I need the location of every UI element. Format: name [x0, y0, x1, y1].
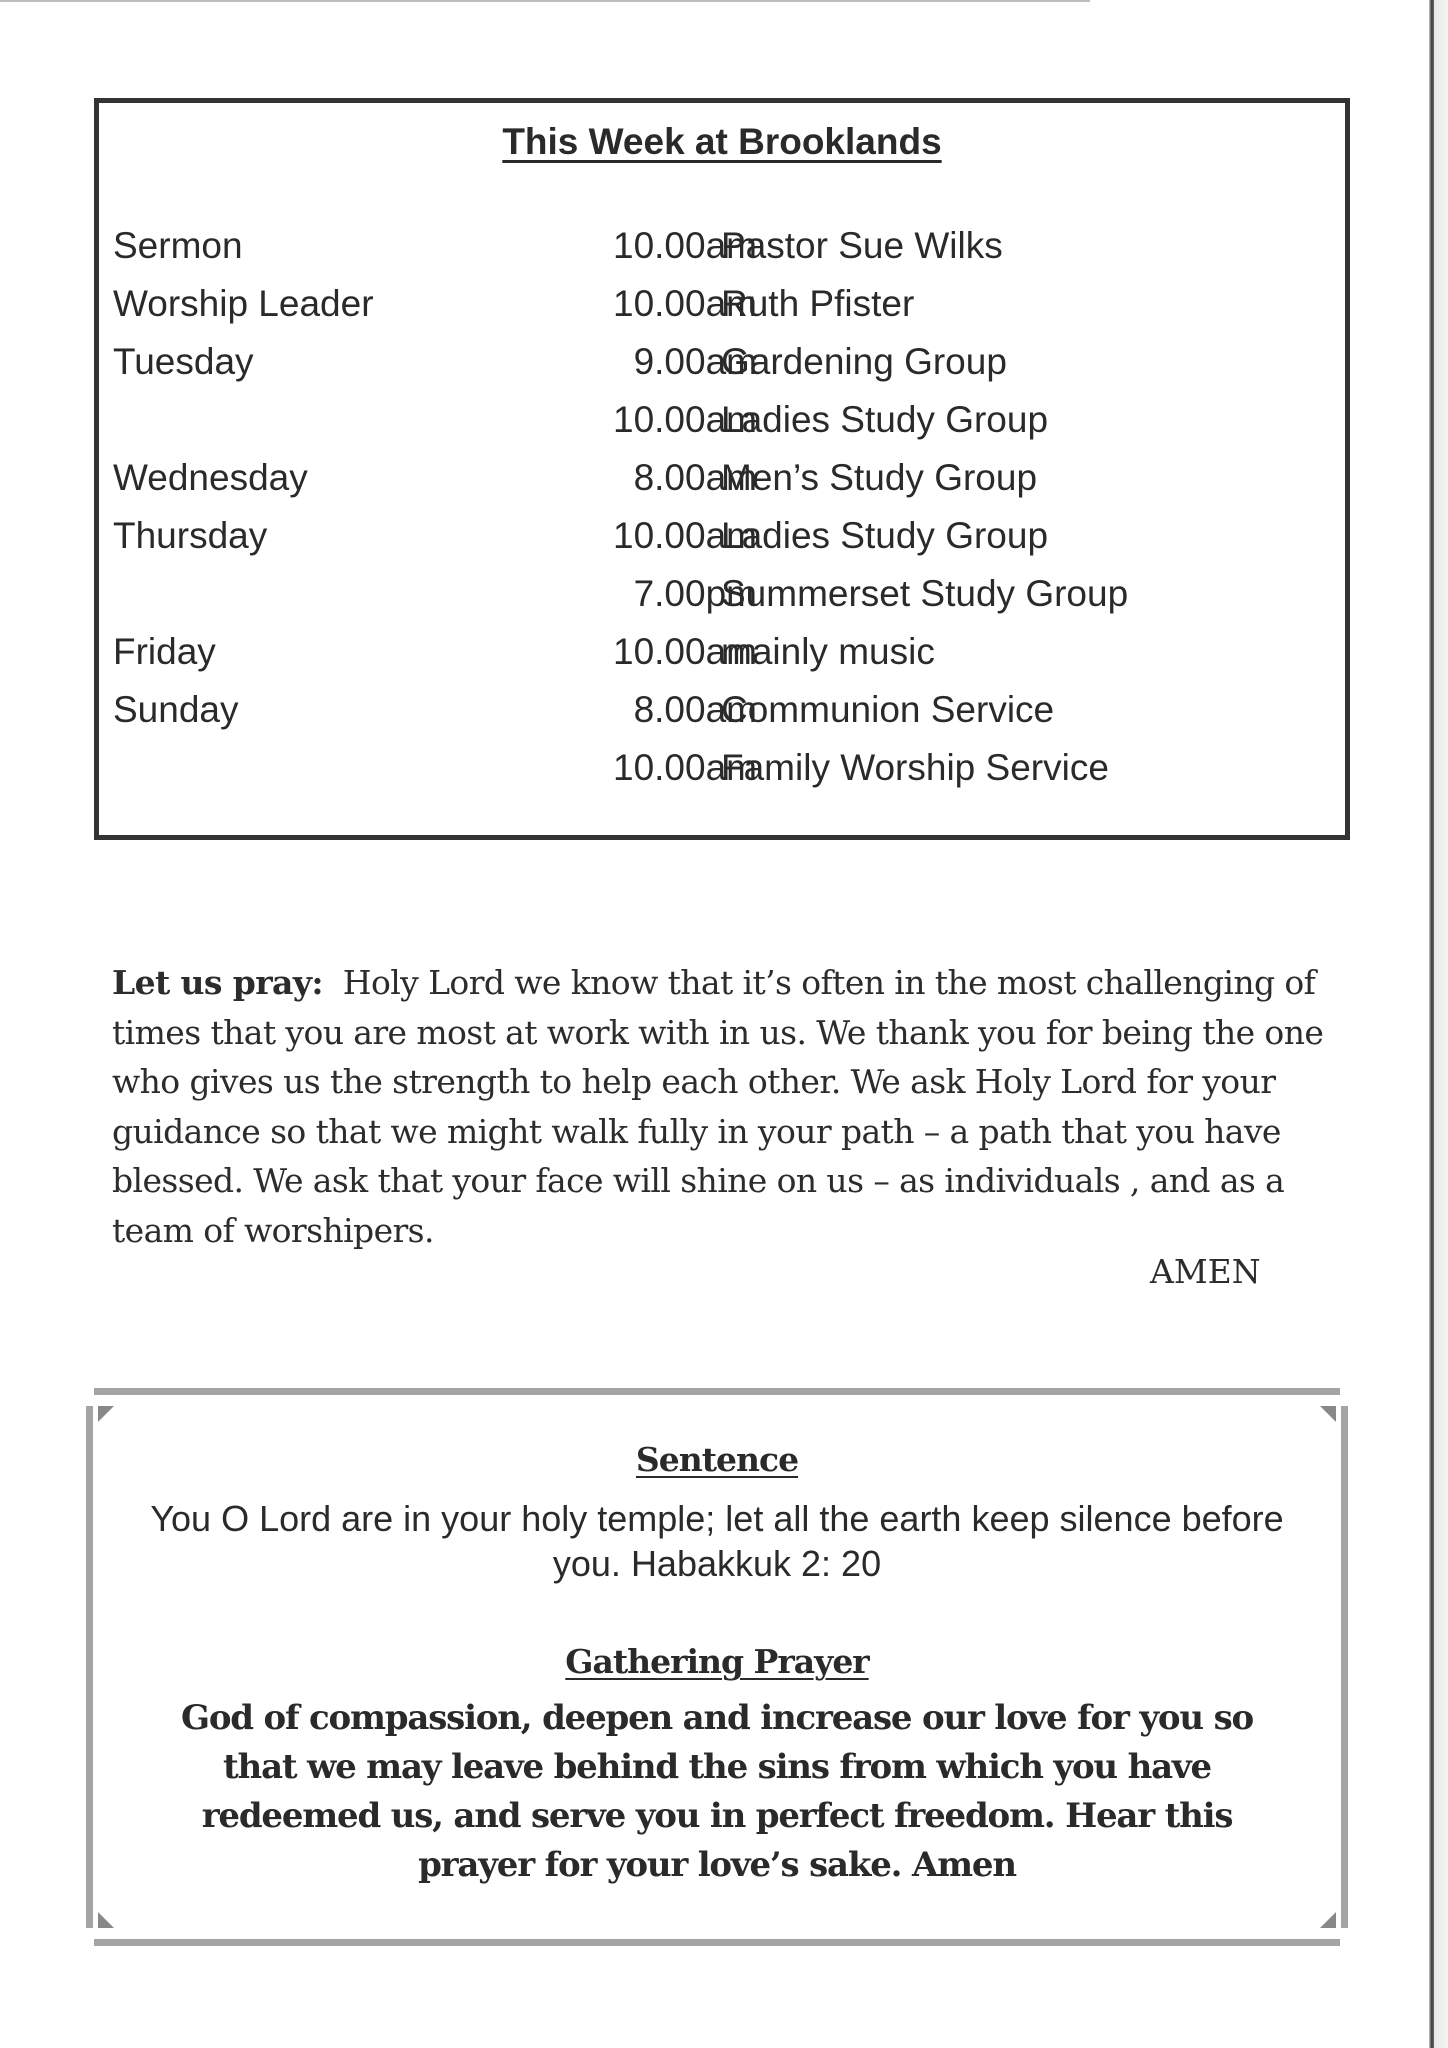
schedule-event: Ladies Study Group [721, 515, 1049, 556]
schedule-day: Worship Leader [113, 283, 374, 324]
frame-border-top [94, 1388, 1340, 1395]
schedule-time: 7.00pm [633, 573, 757, 614]
schedule-row [99, 747, 1345, 805]
prayer-label: Let us pray: [112, 963, 323, 1002]
schedule-row [99, 283, 1345, 341]
schedule-event: Men’s Study Group [721, 457, 1038, 498]
schedule-time: 10.00am [613, 283, 757, 324]
sentence-frame [84, 1388, 1350, 1946]
schedule-row [99, 225, 1345, 283]
schedule-row [99, 631, 1345, 689]
schedule-time: 10.00am [613, 399, 757, 440]
schedule-row [99, 689, 1345, 747]
schedule-row [99, 341, 1345, 399]
page-fold-edge [1429, 0, 1434, 2048]
schedule-event: mainly music [721, 631, 935, 672]
schedule-time: 8.00am [633, 457, 757, 498]
schedule-time: 9.00am [633, 341, 757, 382]
page-margin [1434, 0, 1448, 2048]
prayer-amen: AMEN [1150, 1252, 1261, 1291]
schedule-time: 10.00am [613, 225, 757, 266]
schedule-time: 10.00am [613, 747, 757, 788]
schedule-event: Pastor Sue Wilks [721, 225, 1003, 266]
schedule-row [99, 457, 1345, 515]
page-top-edge [0, 0, 1090, 2]
sentence-text: You O Lord are in your holy temple; let all the earth keep silence before you. Habakkuk 2: 20 [150, 1498, 1284, 1584]
schedule-time: 8.00am [633, 689, 757, 730]
sentence-heading: Sentence [635, 1440, 799, 1479]
schedule-event: Summerset Study Group [721, 573, 1129, 614]
schedule-event: Ruth Pfister [721, 283, 915, 324]
schedule-row [99, 515, 1345, 573]
schedule-row [99, 573, 1345, 631]
schedule-event: Ladies Study Group [721, 399, 1049, 440]
corner-ornament-icon [98, 1912, 114, 1928]
schedule-box [94, 98, 1350, 840]
frame-border-bottom [94, 1939, 1340, 1946]
schedule-event: Communion Service [721, 689, 1055, 730]
schedule-row [99, 399, 1345, 457]
schedule-day: Friday [113, 631, 216, 672]
schedule-day: Sermon [113, 225, 243, 266]
schedule-event: Family Worship Service [721, 747, 1109, 788]
corner-ornament-icon [1320, 1912, 1336, 1928]
schedule-event: Gardening Group [721, 341, 1007, 382]
gathering-prayer-heading: Gathering Prayer [565, 1642, 869, 1681]
schedule-day: Tuesday [113, 341, 254, 382]
schedule-day: Wednesday [113, 457, 308, 498]
schedule-time: 10.00am [613, 631, 757, 672]
gathering-prayer-text: God of compassion, deepen and increase our love for you so that we may leave behind the sins from which you have redeemed us, and serve you in perfect freedom. Hear this prayer for your love’s sake. Amen [180, 1698, 1253, 1885]
corner-ornament-icon [98, 1406, 114, 1422]
prayer-text: Holy Lord we know that it’s often in the most challenging of times that you are most at work with in us. We thank you for being the one who gives us the strength to help each other. We ask Holy Lord for your guidance so that we might walk fully in your path – a path that you have blessed. We ask that your face will shine on us – as individuals , and as a team of worshipers. [112, 963, 1324, 1250]
schedule-day: Sunday [113, 689, 239, 730]
schedule-day: Thursday [113, 515, 268, 556]
schedule-title: This Week at Brooklands [502, 121, 942, 162]
schedule-time: 10.00am [613, 515, 757, 556]
corner-ornament-icon [1320, 1406, 1336, 1422]
let-us-pray-paragraph [112, 958, 1352, 1255]
